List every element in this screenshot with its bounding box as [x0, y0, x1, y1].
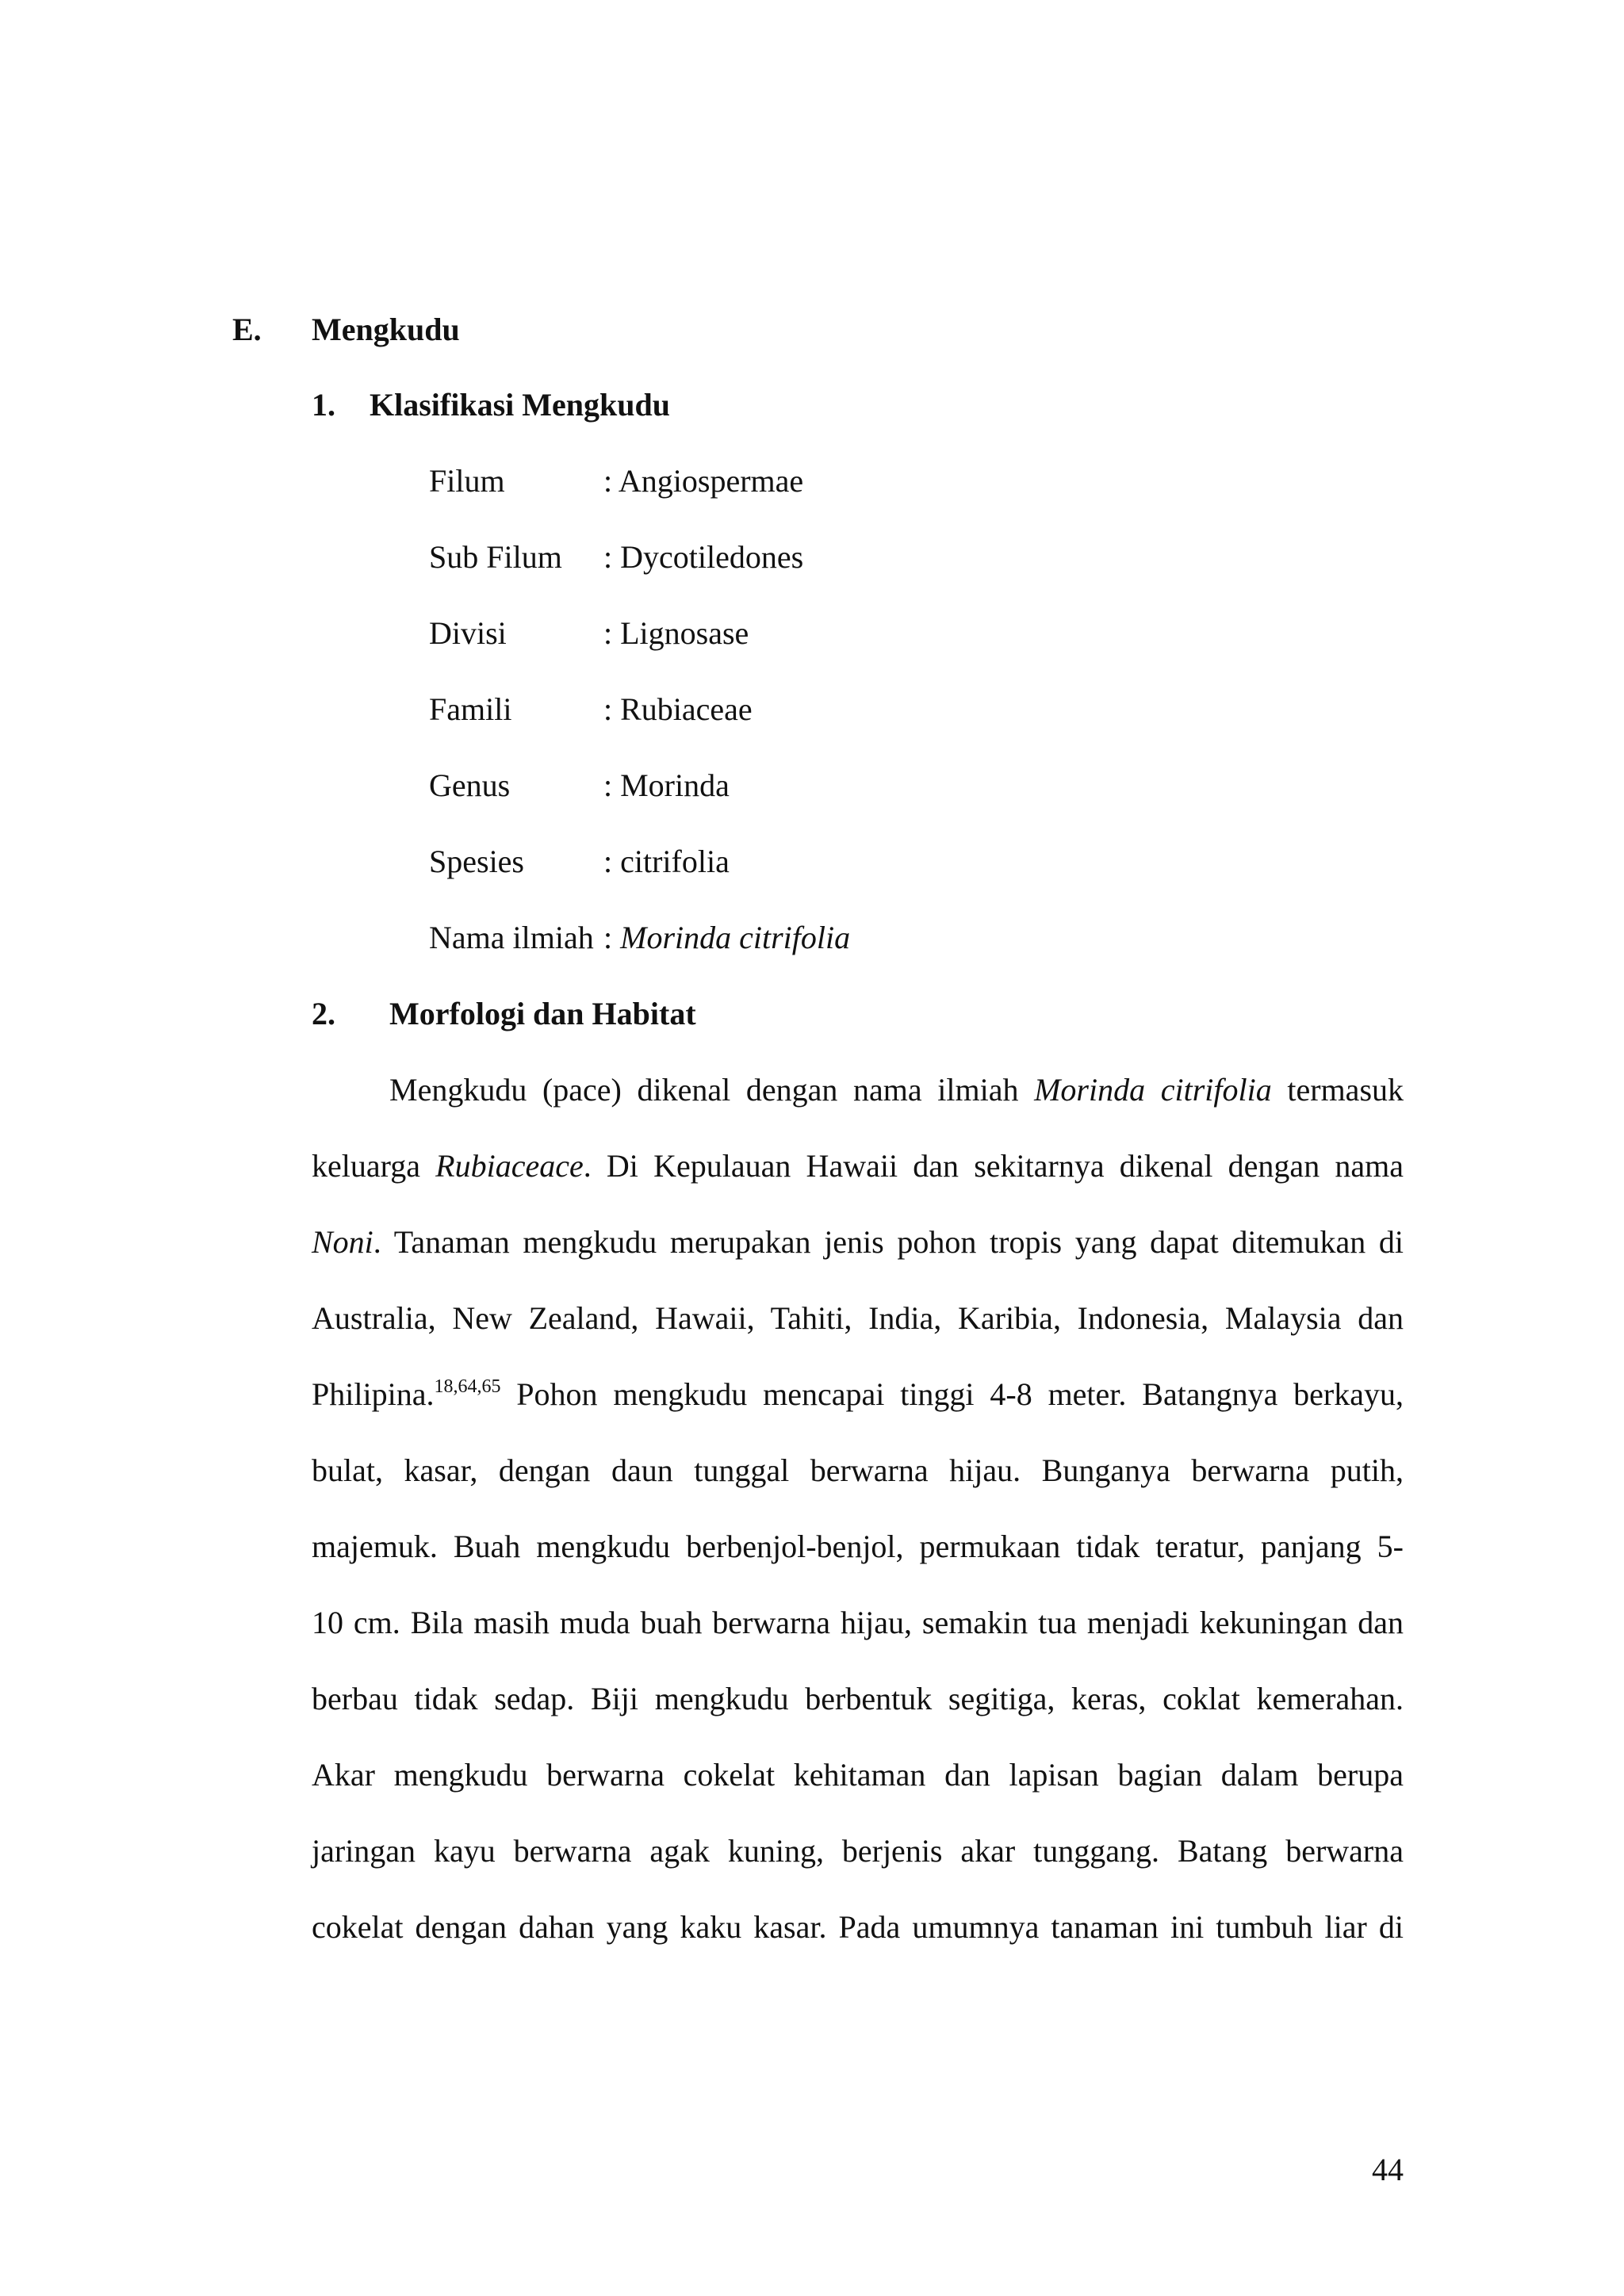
page-number: 44 — [1372, 2152, 1404, 2187]
classification-label: Spesies — [429, 844, 524, 879]
paragraph-line: majemuk. Buah mengkudu berbenjol-benjol, permukaan tidak teratur, panjang 5- — [312, 1529, 1404, 1564]
classification-label: Famili — [429, 691, 512, 727]
paragraph-line: cokelat dengan dahan yang kaku kasar. Pada umumnya tanaman ini tumbuh liar di — [312, 1909, 1404, 1945]
paragraph-line: berbau tidak sedap. Biji mengkudu berbentuk segitiga, keras, coklat kemerahan. — [312, 1681, 1404, 1716]
subsection-1-title: Klasifikasi Mengkudu — [370, 387, 671, 423]
subsection-2-number: 2. — [312, 996, 335, 1031]
classification-value — [603, 919, 850, 957]
family-name: Rubiaceace — [435, 1148, 584, 1184]
citation-superscript: 18,64,65 — [434, 1376, 501, 1397]
classification-value: : Rubiaceae — [603, 691, 753, 727]
classification-value: : Lignosase — [603, 615, 749, 651]
classification-value: : Dycotiledones — [603, 539, 804, 575]
paragraph-line: jaringan kayu berwarna agak kuning, berjenis akar tunggang. Batang berwarna — [312, 1833, 1404, 1869]
text-run: Philipina. — [312, 1376, 435, 1412]
section-title: Mengkudu — [312, 312, 460, 347]
classification-label: Filum — [429, 463, 505, 499]
classification-label: Genus — [429, 767, 511, 803]
paragraph-line: Akar mengkudu berwarna cokelat kehitaman dan lapisan bagian dalam berupa — [312, 1757, 1404, 1793]
text-run: Pohon mengkudu mencapai tinggi 4-8 meter. Batangnya berkayu, — [500, 1376, 1404, 1412]
subsection-1-number: 1. — [312, 387, 335, 423]
subsection-2-title: Morfologi dan Habitat — [389, 996, 696, 1031]
section-letter: E. — [232, 312, 262, 347]
paragraph-line — [312, 1376, 1404, 1414]
paragraph-line: Australia, New Zealand, Hawaii, Tahiti, India, Karibia, Indonesia, Malaysia dan — [312, 1300, 1404, 1336]
text-run: keluarga — [312, 1148, 436, 1184]
classification-label: Nama ilmiah — [429, 920, 594, 955]
paragraph-line: 10 cm. Bila masih muda buah berwarna hijau, semakin tua menjadi kekuningan dan — [312, 1605, 1404, 1640]
paragraph-line: bulat, kasar, dengan daun tunggal berwarna hijau. Bunganya berwarna putih, — [312, 1452, 1404, 1488]
common-name: Noni — [312, 1224, 373, 1260]
classification-value: : citrifolia — [603, 844, 730, 879]
paragraph-line — [389, 1071, 1404, 1109]
scientific-name: Morinda citrifolia — [620, 920, 851, 955]
classification-label: Sub Filum — [429, 539, 562, 575]
classification-value: : Morinda — [603, 767, 730, 803]
scientific-name: Morinda citrifolia — [1034, 1072, 1272, 1108]
text-run: . Di Kepulauan Hawaii dan sekitarnya dikenal dengan nama — [583, 1148, 1404, 1184]
classification-value-prefix: : — [603, 920, 621, 955]
text-run: termasuk — [1271, 1072, 1404, 1108]
text-run: Mengkudu (pace) dikenal dengan nama ilmiah — [389, 1072, 1035, 1108]
paragraph-line — [312, 1223, 1404, 1261]
paragraph-line — [312, 1147, 1404, 1185]
classification-value: : Angiospermae — [603, 463, 804, 499]
classification-label: Divisi — [429, 615, 507, 651]
text-run: . Tanaman mengkudu merupakan jenis pohon tropis yang dapat ditemukan di — [373, 1224, 1404, 1260]
